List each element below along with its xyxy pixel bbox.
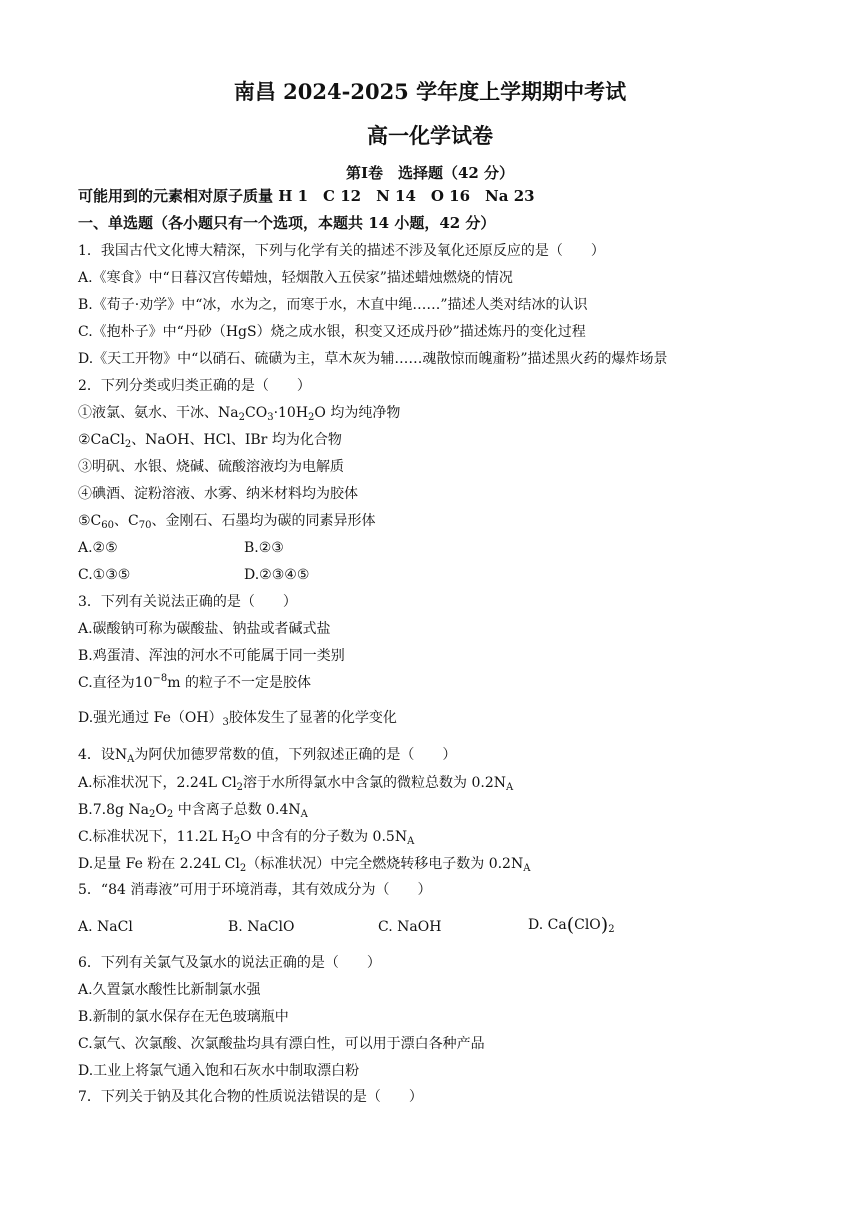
q4-option-d-text-a: D.足量 Fe 粉在 2.24L Cl [78,856,240,872]
subscript: 3 [222,717,229,728]
q3-option-d-text-b: 胶体发生了显著的化学变化 [228,710,397,726]
q2-item-1-text-d: O 均为纯净物 [314,405,401,421]
q2-item-5-text-a: ⑤C [78,513,102,529]
q4-option-d-text-b: （标准状况）中完全燃烧转移电子数为 0.2N [246,856,524,872]
subscript: 70 [138,520,152,531]
q1-option-a: A.《寒食》中“日暮汉宫传蜡烛，轻烟散入五侯家”描述蜡烛燃烧的情况 [78,270,513,286]
q3-option-d [78,708,397,728]
q2-item-2-text-b: 、NaOH、HCl、IBr 均为化合物 [131,432,342,448]
q1-option-b: B.《荀子·劝学》中“冰，水为之，而寒于水，木直中绳……”描述人类对结冰的认识 [78,297,588,313]
q6-option-c: C.氯气、次氯酸、次氯酸盐均具有漂白性，可以用于漂白各种产品 [78,1036,485,1052]
q2-item-1-text-c: ·10H [273,405,309,421]
q1-option-d: D.《天工开物》中“以硝石、硫磺为主，草木灰为辅……魂散惊而魄齑粉”描述黑火药的爆炸场景 [78,351,668,367]
subscript: 2 [238,412,245,423]
q4-option-c-text-b: O 中含有的分子数为 0.5N [240,829,408,845]
subscript: 2 [236,782,244,793]
q4-option-a [78,773,513,793]
part-heading: 第Ⅰ卷 选择题（42 分） [345,164,515,182]
q3-option-c [78,673,311,693]
q3-option-a: A.碳酸钠可称为碳酸盐、钠盐或者碱式盐 [78,621,331,637]
q1-option-c: C.《抱朴子》中“丹砂（HgS）烧之成水银，积变又还成丹砂”描述炼丹的变化过程 [78,324,586,340]
q2-option-b: B.②③ [244,540,284,556]
q2-item-1-text-b: CO [244,405,268,421]
exam-subtitle: 高一化学试卷 [367,123,493,148]
q2-stem: 2．下列分类或归类正确的是（ ） [78,378,311,394]
subscript: 2 [608,924,615,935]
q7-stem: 7．下列关于钠及其化合物的性质说法错误的是（ ） [78,1089,423,1105]
q2-item-3: ③明矾、水银、烧碱、硫酸溶液均为电解质 [78,459,344,475]
q3-option-c-text-a: C.直径为10 [78,675,153,691]
subscript: 3 [267,412,274,423]
q5-option-b: B. NaClO [228,919,295,935]
q5-option-d-text-a: D. Ca [528,917,567,933]
q5-option-d [528,915,615,935]
atomic-mass-note: 可能用到的元素相对原子质量 H 1 C 12 N 14 O 16 Na 23 [78,187,535,205]
q2-item-4: ④碘酒、淀粉溶液、水雾、纳米材料均为胶体 [78,486,358,502]
q6-option-a: A.久置氯水酸性比新制氯水强 [78,982,261,998]
subscript: A [523,863,531,874]
paren-close: ) [600,914,609,936]
q3-option-c-text-b: m 的粒子不一定是胶体 [167,675,311,691]
q5-option-c: C. NaOH [378,919,442,935]
subscript: 60 [101,520,114,531]
q4-option-a-text-a: A.标准状况下，2.24L Cl [78,775,237,791]
q3-option-d-text-a: D.强光通过 Fe（OH） [78,710,223,726]
q4-option-c [78,827,414,847]
q4-stem-text-b: 为阿伏加德罗常数的值，下列叙述正确的是（ ） [134,747,457,763]
paren-open: ( [566,914,575,936]
q2-option-a: A.②⑤ [78,540,118,556]
q2-item-5-text-c: 、金刚石、石墨均为碳的同素异形体 [151,513,376,529]
section-heading: 一、单选题（各小题只有一个选项，本题共 14 小题，42 分） [78,214,496,232]
q4-option-d [78,854,530,874]
q4-option-b-text-a: B.7.8g Na [78,802,150,818]
subscript: A [127,754,135,765]
superscript: −8 [152,673,168,684]
exam-title: 南昌 2024-2025 学年度上学期期中考试 [233,79,627,104]
q4-stem [78,745,456,765]
subscript: A [300,809,308,820]
q6-option-d: D.工业上将氯气通入饱和石灰水中制取漂白粉 [78,1063,360,1079]
q4-option-c-text-a: C.标准状况下，11.2L H [78,829,234,845]
q5-option-a: A. NaCl [78,919,133,935]
q4-option-b-text-c: 中含离子总数 0.4N [173,802,301,818]
subscript: 2 [149,809,156,820]
q6-option-b: B.新制的氯水保存在无色玻璃瓶中 [78,1009,289,1025]
q2-item-1 [78,403,400,423]
q2-item-2-text-a: ②CaCl [78,432,125,448]
q3-option-b: B.鸡蛋清、浑浊的河水不可能属于同一类别 [78,648,345,664]
q2-item-1-text-a: ①液氯、氨水、干冰、Na [78,405,239,421]
subscript: 2 [166,809,174,820]
q4-option-a-text-b: 溶于水所得氯水中含氯的微粒总数为 0.2N [243,775,507,791]
q4-option-b-text-b: O [155,802,167,818]
q6-stem: 6．下列有关氯气及氯水的说法正确的是（ ） [78,955,381,971]
subscript: A [407,836,415,847]
q5-stem: 5．“84 消毒液”可用于环境消毒，其有效成分为（ ） [78,882,432,898]
q2-item-2 [78,430,342,450]
q5-option-d-text-b: ClO [574,917,601,933]
q1-stem: 1．我国古代文化博大精深，下列与化学有关的描述不涉及氧化还原反应的是（ ） [78,243,605,259]
q3-stem: 3．下列有关说法正确的是（ ） [78,594,297,610]
subscript: 2 [308,412,315,423]
q4-option-b [78,800,308,820]
q2-option-c: C.①③⑤ [78,567,131,583]
subscript: 2 [124,439,132,450]
subscript: 2 [239,863,247,874]
subscript: 2 [233,836,241,847]
q4-stem-text-a: 4．设N [78,747,128,763]
q2-option-d: D.②③④⑤ [244,567,310,583]
q2-item-5 [78,511,375,531]
subscript: A [506,782,514,793]
q2-item-5-text-b: 、C [114,513,139,529]
